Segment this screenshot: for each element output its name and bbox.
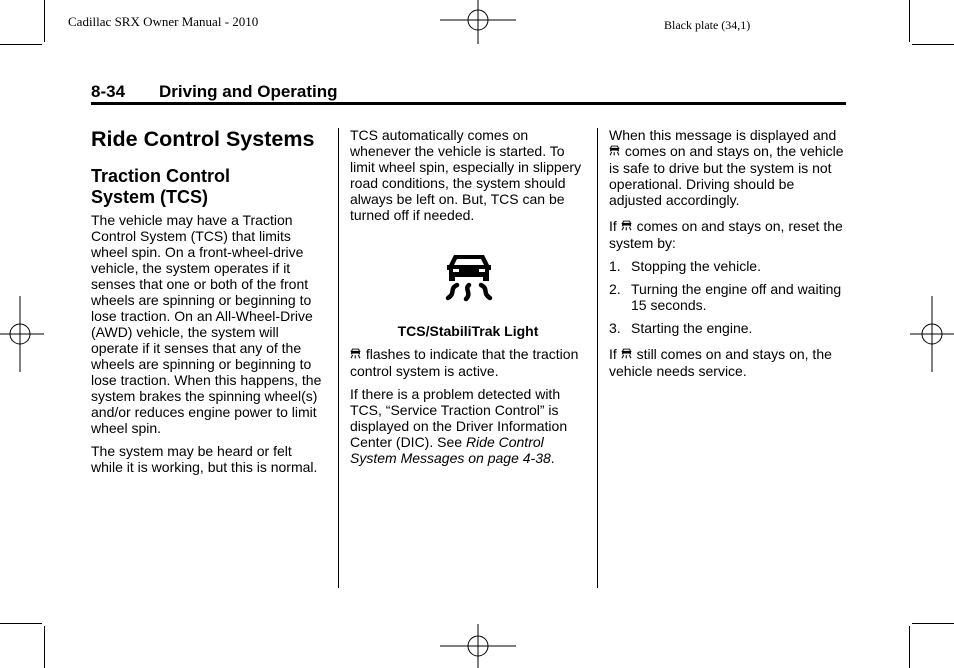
registration-mark-bottom [440,624,516,668]
registration-mark-top [440,0,516,44]
traction-control-skid-icon [621,219,632,235]
tcs-light-illustration [350,251,586,323]
paragraph: The system may be heard or felt while it is working, but this is normal. [91,443,318,475]
paragraph: The vehicle may have a Traction Control System (TCS) that limits wheel spin. On a front-wheel-drive vehicle, the system operates if it senses that one or both of the front wheels are spinning or beginning to lose traction. On an All-Wheel-Drive (AWD) vehicle, the system will operate if it senses that any of the wheels are spinning or beginning to lose traction. When this happens, the system brakes the spinning wheel(s) and/or reduces engine power to limit wheel spin. [91,212,322,436]
chapter-heading [91,82,338,102]
traction-control-skid-icon [444,251,494,303]
cross-reference-link[interactable]: Ride Control System Messages on page 4-38 [350,434,551,466]
subsection-title: Traction Control System (TCS) [91,166,230,207]
page-number: 8-34 [91,82,126,101]
paragraph: If there is a problem detected with TCS, “Service Traction Control” is displayed on the Driver Information Center (DIC). See Ride Control System Messages on page 4-38. [350,386,568,466]
crop-mark [0,44,42,45]
list-item: 3. Starting the engine. [609,320,753,336]
crop-mark [44,0,45,42]
registration-mark-left [0,296,44,372]
traction-control-skid-icon [609,144,620,160]
crop-mark [909,626,910,668]
column-1 [91,126,327,482]
paragraph: flashes to indicate that the traction control system is active. [350,346,579,379]
column-3 [609,127,847,386]
paragraph: If still comes on and stays on, the vehicle needs service. [609,346,832,379]
traction-control-skid-icon [350,347,361,363]
chapter-title: Driving and Operating [159,82,338,101]
illustration-caption: TCS/StabiliTrak Light [397,323,539,339]
running-header-left: Cadillac SRX Owner Manual - 2010 [68,14,259,29]
column-2 [350,127,586,473]
traction-control-skid-icon [621,347,632,363]
registration-mark-right [910,296,954,372]
header-rule [91,102,846,105]
paragraph: If comes on and stays on, reset the system by: [609,218,843,251]
running-header-right: Black plate (34,1) [664,18,751,32]
crop-mark [909,0,910,42]
crop-mark [912,44,954,45]
crop-mark [44,626,45,668]
list-item: 2. Turning the engine off and waiting 15 seconds. [609,281,842,313]
paragraph: When this message is displayed and comes on and stays on, the vehicle is safe to drive but the system is not operational. Driving should be adjusted accordingly. [609,127,844,208]
paragraph: TCS automatically comes on whenever the vehicle is started. To limit wheel spin, especially in slippery road conditions, the system should always be left on. But, TCS can be turned off if needed. [350,127,582,223]
list-item: 1. Stopping the vehicle. [609,258,761,274]
column-divider [338,128,339,588]
crop-mark [0,623,42,624]
crop-mark [912,623,954,624]
column-divider [597,128,598,588]
section-title: Ride Control Systems [91,127,315,151]
reset-steps-list [609,258,847,336]
